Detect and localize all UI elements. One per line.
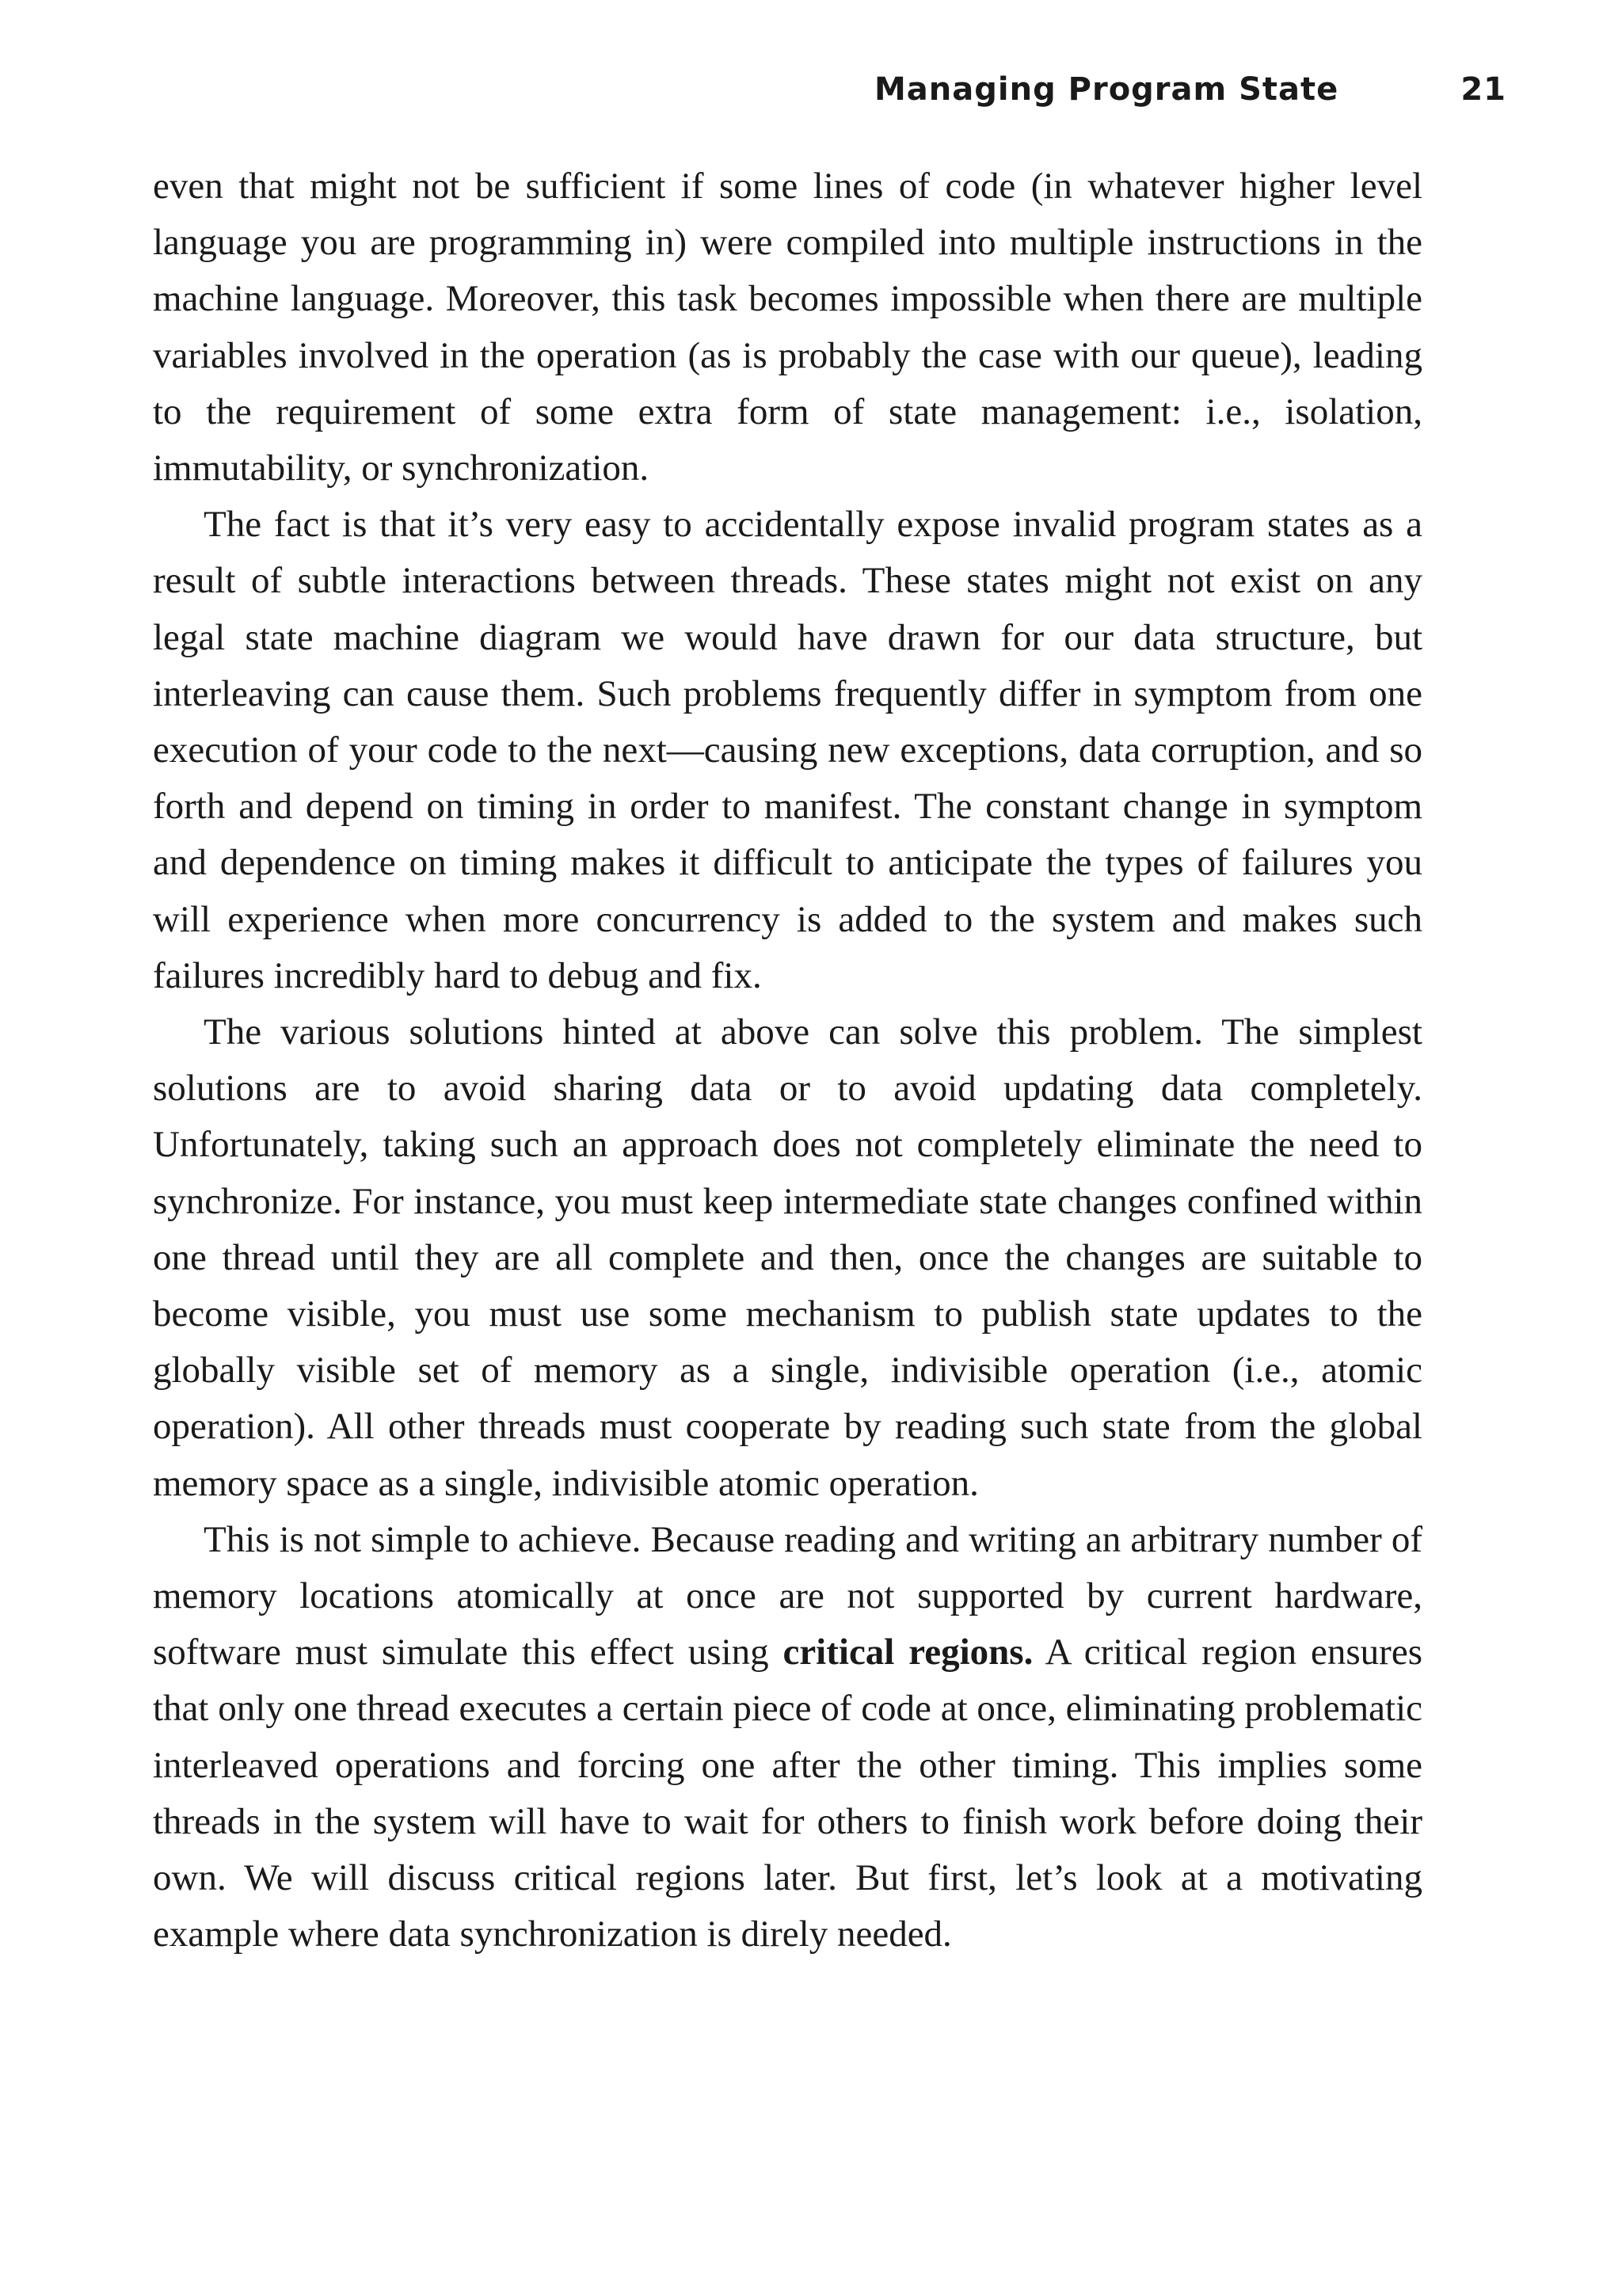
- paragraph-4-lead: This is not simple to achieve. Because reading and writing an arbitrary number of memory locations atomically at once are not supported by current hardware, software must simulate this effect using: [153, 1518, 1422, 1673]
- running-head: [874, 71, 1506, 119]
- paragraph-4-rest: A critical region ensures that only one thread executes a certain piece of code at once, eliminating problematic interleaved operations and forcing one after the other timing. This implies some threads in the system will have to wait for others to finish work before doing their own. We will discuss critical regions later. But first, let’s look at a motivating example where data synchronization is direly needed.: [153, 1632, 1422, 1955]
- paragraph-1: even that might not be sufficient if some lines of code (in whatever higher level language you are programming in) were compiled into multiple instructions in the machine language. Moreover, this task becomes impossible when there are multiple variables involved in the operation (as is probably the case with our queue), leading to the requirement of some extra form of state management: i.e., isolation, immutability, or synchronization.: [153, 166, 1422, 489]
- paragraph-2: The fact is that it’s very easy to accidentally expose invalid program states as a result of subtle interactions between threads. These states might not exist on any legal state machine diagram we would have drawn for our data structure, but interleaving can cause them. Such problems frequently differ in symptom from one execution of your code to the next—causing new exceptions, data corruption, and so forth and depend on timing in order to manifest. The constant change in symptom and dependence on timing makes it difficult to anticipate the types of failures you will experience when more concurrency is added to the system and makes such failures incredibly hard to debug and fix.: [153, 504, 1422, 996]
- running-head-title: Managing Program State: [874, 71, 1339, 108]
- page-number: 21: [1460, 71, 1506, 108]
- key-term-critical-regions: critical regions.: [782, 1632, 1034, 1673]
- paragraph-4: [153, 1512, 1422, 1963]
- paragraph-3: The various solutions hinted at above can solve this problem. The simplest solutions are to avoid sharing data or to avoid updating data completely. Unfortunately, taking such an approach does not completely eliminate the need to synchronize. For instance, you must keep intermediate state changes confined within one thread until they are all complete and then, once the changes are suitable to become visible, you must use some mechanism to publish state updates to the globally visible set of memory as a single, indivisible operation (i.e., atomic operation). All other threads must cooperate by reading such state from the global memory space as a single, indivisible atomic operation.: [153, 1011, 1422, 1504]
- body-text: [153, 158, 1422, 1963]
